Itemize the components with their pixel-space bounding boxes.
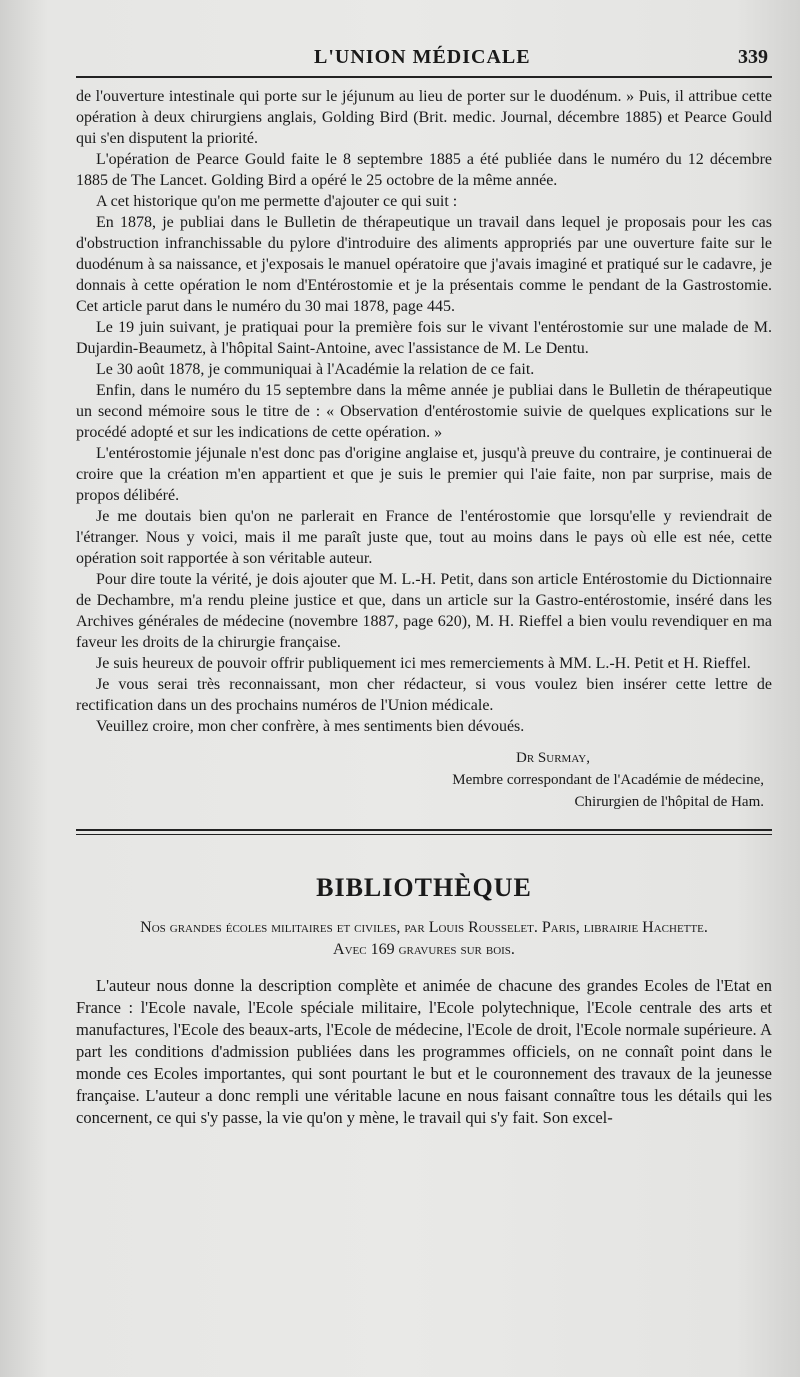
separator-rule: [76, 834, 772, 835]
letter-paragraph: Je me doutais bien qu'on ne parlerait en France de l'entérostomie que lorsqu'elle y reviendrait de l'étranger. Nous y voici, mais il me paraît juste que, tout au moins dans le pays où elle est née, cette opération soit rapportée à son véritable auteur.: [76, 508, 772, 567]
letter-paragraph: Je vous serai très reconnaissant, mon cher rédacteur, si vous voulez bien insérer cette lettre de rectification dans un des prochains numéros de l'Union médicale.: [76, 676, 772, 714]
signature-block: [76, 747, 772, 813]
separator-rule: [76, 829, 772, 831]
signature-affiliation: Chirurgien de l'hôpital de Ham.: [574, 794, 764, 810]
letter-paragraph: Veuillez croire, mon cher confrère, à mes sentiments bien dévoués.: [96, 718, 525, 735]
review-body: [76, 975, 772, 1129]
review-paragraph: L'auteur nous donne la description complète et animée de chacune des grandes Ecoles de l'Etat en France : l'Ecole navale, l'Ecole spéciale militaire, l'Ecole polytechnique, l'Ecole centrale des arts et manufactures, l'Ecole des beaux-arts, l'Ecole de médecine, l'Ecole de droit, l'Ecole normale supérieure. A part les conditions d'admission publiées dans les programmes officiels, on ne connaît point dans le monde ces Ecoles importantes, qui sont pourtant le but et le couronnement des travaux de la jeunesse française. L'auteur a donc rempli une véritable lacune en nous faisant connaître tous les détails qui les concernent, ce qui s'y passe, la vie qu'on y mène, le travail qui s'y fait. Son excel-: [76, 976, 772, 1127]
page-header: [76, 42, 772, 78]
letter-paragraph: L'opération de Pearce Gould faite le 8 septembre 1885 a été publiée dans le numéro du 12 décembre 1885 de The Lancet. Golding Bird a opéré le 25 octobre de la même année.: [76, 151, 772, 189]
book-reference-line: Avec 169 gravures sur bois.: [333, 941, 515, 958]
section-title: BIBLIOTHÈQUE: [316, 873, 532, 902]
book-reference-line: Nos grandes écoles militaires et civiles, par Louis Rousselet. Paris, librairie Hachette.: [140, 919, 708, 936]
signature-name: Dr Surmay,: [516, 750, 590, 766]
signature-title: Membre correspondant de l'Académie de médecine,: [452, 772, 764, 788]
running-title: L'UNION MÉDICALE: [314, 46, 531, 68]
letter-paragraph: Je suis heureux de pouvoir offrir publiquement ici mes remerciements à MM. L.-H. Petit et H. Rieffel.: [96, 655, 751, 672]
section-separator: [76, 829, 772, 835]
letter-paragraph: A cet historique qu'on me permette d'ajouter ce qui suit :: [96, 193, 458, 210]
letter-paragraph: L'entérostomie jéjunale n'est donc pas d'origine anglaise et, jusqu'à preuve du contraire, je continuerai de croire que la création m'en appartient et que je suis le premier qui l'aie faite, non par surprise, mais de propos délibéré.: [76, 445, 772, 504]
page-number: 339: [738, 46, 768, 68]
letter-paragraph: Pour dire toute la vérité, je dois ajouter que M. L.-H. Petit, dans son article Entérostomie du Dictionnaire de Dechambre, m'a rendu pleine justice et que, dans un article sur la Gastro-entérostomie, inséré dans les Archives générales de médecine (novembre 1887, page 620), M. H. Rieffel a bien voulu revendiquer en ma faveur les droits de la chirurgie française.: [76, 571, 772, 651]
letter-paragraph: Le 30 août 1878, je communiquai à l'Académie la relation de ce fait.: [96, 361, 535, 378]
book-reference: [76, 917, 772, 961]
letter-paragraph: Le 19 juin suivant, je pratiquai pour la première fois sur le vivant l'entérostomie sur une malade de M. Dujardin-Beaumetz, à l'hôpital Saint-Antoine, avec l'assistance de M. Le Dentu.: [76, 319, 772, 357]
letter-paragraph: Enfin, dans le numéro du 15 septembre dans la même année je publiai dans le Bulletin de thérapeutique un second mémoire sous le titre de : « Observation d'entérostomie suivie de quelques explications sur le procédé adopté et sur les indications de cette opération. »: [76, 382, 772, 441]
letter-paragraph: En 1878, je publiai dans le Bulletin de thérapeutique un travail dans lequel je proposais pour les cas d'obstruction infranchissable du pylore d'introduire des aliments appropriés par une ouverture faite sur le duodénum à sa naissance, et j'exposais le manuel opératoire que j'avais imaginé et pratiqué sur le cadavre, je donnais à cette opération le nom d'Entérostomie et je la présentais comme le pendant de la Gastrostomie. Cet article parut dans le numéro du 30 mai 1878, page 445.: [76, 214, 772, 315]
letter-paragraph: de l'ouverture intestinale qui porte sur le jéjunum au lieu de porter sur le duodénum. » Puis, il attribue cette opération à deux chirurgiens anglais, Golding Bird (Brit. medic. Journal, décembre 1885) et Pearce Gould qui s'en disputent la priorité.: [76, 88, 772, 147]
letter-body: [76, 86, 772, 737]
